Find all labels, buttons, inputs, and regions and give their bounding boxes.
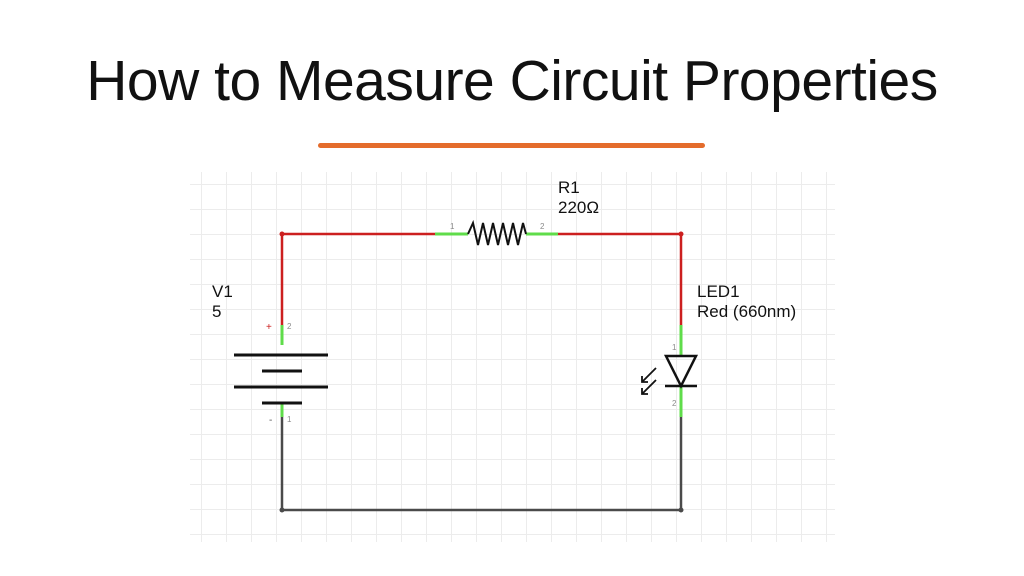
junction-dot	[679, 508, 684, 513]
resistor-pin-2-label: 2	[540, 222, 545, 231]
battery-plus-sign: +	[266, 322, 272, 333]
resistor-label	[558, 178, 599, 218]
wire-resistor-to-led	[558, 234, 681, 325]
led-triangle	[666, 356, 696, 386]
resistor-pin-1-label: 1	[450, 222, 455, 231]
led-emission-arrows	[642, 368, 656, 394]
junction-dot	[280, 232, 285, 237]
led-value: Red (660nm)	[697, 302, 797, 321]
led-ref: LED1	[697, 282, 740, 301]
slide-title: How to Measure Circuit Properties	[86, 49, 938, 113]
battery-label	[212, 282, 233, 322]
return-wire	[282, 417, 681, 510]
battery-pin-minus-label: 1	[287, 415, 292, 424]
battery-pin-plus-label: 2	[287, 322, 292, 331]
led-label	[697, 282, 796, 322]
battery-minus-sign: -	[269, 415, 273, 426]
circuit-schematic	[190, 172, 835, 542]
led-led1[interactable]	[642, 325, 697, 417]
positive-wire	[282, 234, 681, 325]
title-underline	[318, 143, 705, 148]
resistor-value: 220Ω	[558, 198, 600, 217]
schematic-canvas	[190, 172, 835, 542]
junction-dot	[280, 508, 285, 513]
resistor-zigzag	[468, 223, 526, 245]
battery-ref: V1	[212, 282, 233, 301]
junction-dots	[280, 232, 684, 513]
battery-v1[interactable]	[234, 322, 328, 426]
wire-led-to-battery	[282, 417, 681, 510]
resistor-ref: R1	[558, 178, 580, 197]
wire-battery-to-resistor	[282, 234, 435, 325]
led-pin-2-label: 2	[672, 399, 677, 408]
resistor-r1[interactable]	[435, 222, 558, 245]
battery-value: 5	[212, 302, 222, 321]
led-pin-1-label: 1	[672, 343, 677, 352]
junction-dot	[679, 232, 684, 237]
